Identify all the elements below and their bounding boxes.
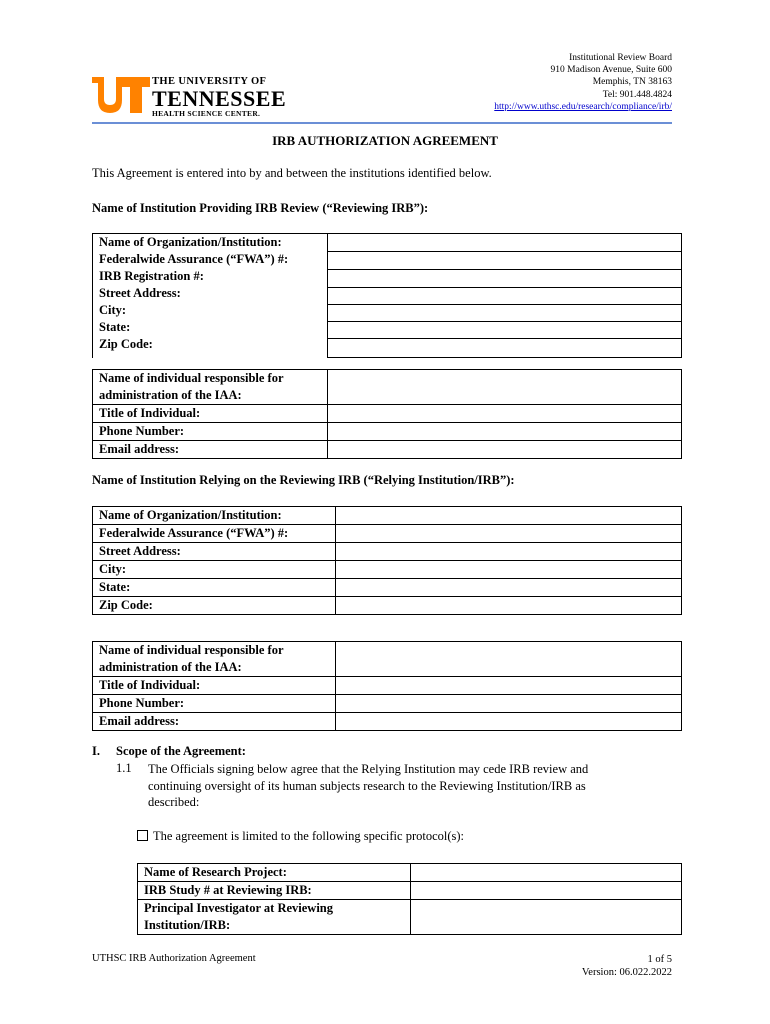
text-line: The Officials signing below agree that the Relying Institution may cede IRB review and <box>148 762 589 776</box>
checkbox-label: The agreement is limited to the following specific protocol(s): <box>153 829 465 843</box>
field-label: Phone Number: <box>93 695 336 713</box>
value-field[interactable] <box>328 322 681 339</box>
contact-name-label <box>93 370 328 405</box>
field-label: Email address: <box>93 713 336 731</box>
scope-item-text <box>148 761 708 811</box>
university-wordmark <box>152 77 286 117</box>
field-label: City: <box>99 303 127 317</box>
value-field[interactable] <box>336 677 682 695</box>
relying-irb-table <box>92 506 682 615</box>
value-field[interactable] <box>336 561 682 579</box>
value-field[interactable] <box>328 270 681 288</box>
text-line: continuing oversight of its human subjects research to the Reviewing Institution/IRB as <box>148 778 586 793</box>
field-labels <box>93 234 328 358</box>
value-field[interactable] <box>336 507 682 525</box>
value-field[interactable] <box>328 441 682 459</box>
field-label: Name of individual responsible for administration of the IAA: <box>99 371 284 402</box>
irb-website-link[interactable]: http://www.uthsc.edu/research/compliance/irb/ <box>494 101 672 112</box>
value-field[interactable] <box>336 642 682 677</box>
field-label: Zip Code: <box>93 597 336 615</box>
field-label: Zip Code: <box>99 337 153 351</box>
value-field[interactable] <box>328 405 682 423</box>
field-label: Name of Organization/Institution: <box>99 235 282 249</box>
section-numeral: I. <box>92 744 100 758</box>
logo-line-3: HEALTH SCIENCE CENTER. <box>152 108 261 118</box>
value-field[interactable] <box>411 900 682 935</box>
value-field[interactable] <box>328 252 681 270</box>
address-line: Memphis, TN 38163 <box>592 77 672 88</box>
field-label: Name of Research Project: <box>138 864 411 882</box>
contact-name-label <box>93 642 336 677</box>
field-label: IRB Study # at Reviewing IRB: <box>138 882 411 900</box>
field-label: State: <box>93 579 336 597</box>
value-field[interactable] <box>328 305 681 322</box>
irb-address-block <box>494 52 672 113</box>
field-values[interactable] <box>328 234 682 358</box>
footer-page-info <box>582 953 672 979</box>
field-label: Phone Number: <box>93 423 328 441</box>
field-label: Title of Individual: <box>93 677 336 695</box>
field-label: Street Address: <box>99 286 181 300</box>
value-field[interactable] <box>411 882 682 900</box>
value-field[interactable] <box>328 339 681 357</box>
value-field[interactable] <box>328 234 681 252</box>
protocol-checkbox-row[interactable] <box>137 829 464 844</box>
value-field[interactable] <box>411 864 682 882</box>
value-field[interactable] <box>336 695 682 713</box>
field-label: IRB Registration #: <box>99 269 204 283</box>
field-label: Street Address: <box>93 543 336 561</box>
field-label: Federalwide Assurance (“FWA”) #: <box>99 252 289 266</box>
value-field[interactable] <box>336 597 682 615</box>
field-label <box>138 900 411 935</box>
relying-contact-table <box>92 641 682 731</box>
field-label: State: <box>99 320 131 334</box>
text-line: described: <box>148 795 200 809</box>
scope-heading: Scope of the Agreement: <box>116 744 246 758</box>
intro-text: This Agreement is entered into by and between the institutions identified below. <box>92 166 492 180</box>
value-field[interactable] <box>328 370 682 405</box>
value-field[interactable] <box>336 543 682 561</box>
checkbox[interactable] <box>137 830 148 841</box>
footer-doc-name: UTHSC IRB Authorization Agreement <box>92 953 256 964</box>
address-line: Tel: 901.448.4824 <box>602 89 672 100</box>
header-divider <box>92 122 672 124</box>
field-label: Title of Individual: <box>93 405 328 423</box>
reviewing-irb-heading: Name of Institution Providing IRB Review (“Reviewing IRB”): <box>92 201 429 215</box>
field-label: Email address: <box>93 441 328 459</box>
logo-line-2: TENNESSEE <box>152 85 287 111</box>
document-title: IRB AUTHORIZATION AGREEMENT <box>272 133 498 148</box>
field-label: City: <box>93 561 336 579</box>
value-field[interactable] <box>336 713 682 731</box>
reviewing-irb-table <box>92 233 682 358</box>
field-label: Federalwide Assurance (“FWA”) #: <box>93 525 336 543</box>
value-field[interactable] <box>328 288 681 305</box>
protocol-table <box>137 863 682 935</box>
address-line: Institutional Review Board <box>569 53 672 63</box>
address-line: 910 Madison Avenue, Suite 600 <box>550 65 672 76</box>
pi-label: Principal Investigator at Reviewing Institution/IRB: <box>144 901 333 932</box>
field-label: Name of Organization/Institution: <box>93 507 336 525</box>
version-label: Version: 06.022.2022 <box>581 967 672 978</box>
value-field[interactable] <box>336 579 682 597</box>
value-field[interactable] <box>336 525 682 543</box>
logo-line-1: THE UNIVERSITY OF <box>152 76 267 87</box>
ut-logo-icon <box>92 77 150 113</box>
relying-irb-heading: Name of Institution Relying on the Reviewing IRB (“Relying Institution/IRB”): <box>92 473 515 487</box>
field-label: Name of individual responsible for administration of the IAA: <box>99 643 284 674</box>
reviewing-contact-table <box>92 369 682 459</box>
item-number: 1.1 <box>116 761 132 775</box>
page-number: 1 of 5 <box>647 954 672 965</box>
value-field[interactable] <box>328 423 682 441</box>
